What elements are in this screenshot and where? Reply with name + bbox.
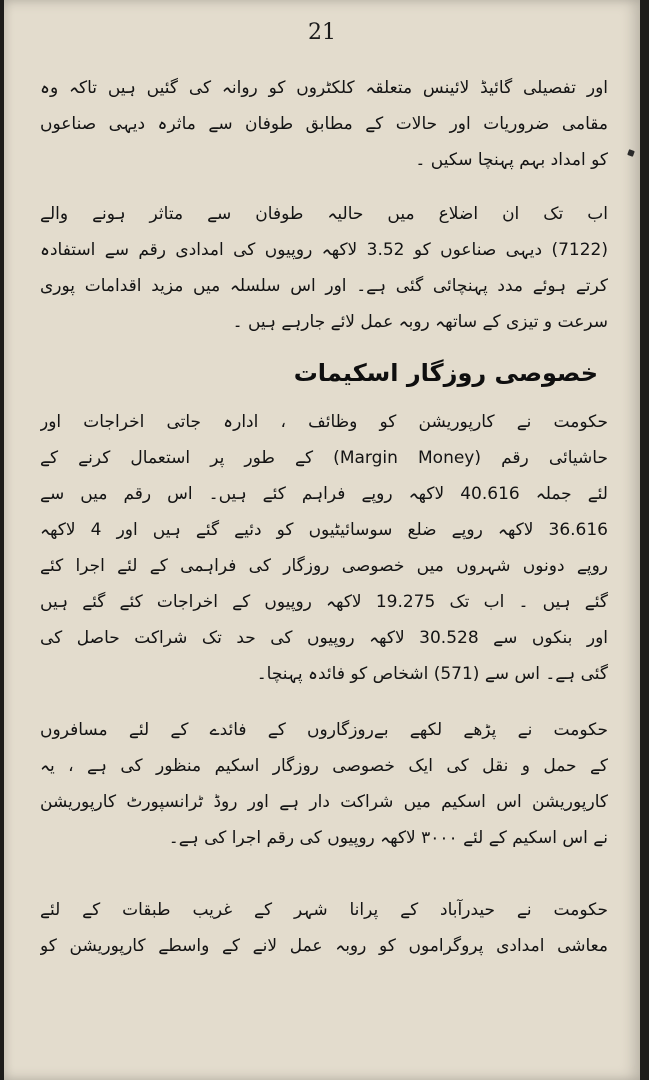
paragraph-transport-scheme (40, 712, 608, 856)
page-number: 21 (308, 20, 336, 45)
paragraph-storm-relief (40, 196, 608, 340)
margin-mark (627, 149, 635, 157)
paragraph-line: سرعت و تیزی کے ساتھہ روبہ عمل لائے جارہے ہیں ۔ (232, 312, 608, 332)
paragraph-line: کارپوریشن اس اسکیم میں شراکت دار ہے اور روڈ ٹرانسپورٹ کارپوریشن (40, 792, 608, 812)
paragraph-line: نے اس اسکیم کے لئے ٣٠٠٠ لاکھہ روپیوں کی رقم اجرا کی ہے۔ (168, 828, 608, 848)
paragraph-line: گئی ہے۔ اس سے (571) اشخاص کو فائدہ پہنچا۔ (256, 664, 608, 684)
paragraph-line: (7122) دیہی صناعوں کو 3.52 لاکھہ روپیوں کی امدادی رقم سے استفادہ (40, 240, 608, 260)
section-heading: خصوصی روزگار اسکیمات (293, 359, 598, 387)
paragraph-line: کو امداد بہم پہنچا سکیں ۔ (415, 150, 608, 170)
paragraph-line: حکومت نے کارپوریشن کو وظائف ، ادارہ جاتی اخراجات اور (40, 412, 608, 432)
paragraph-line: کے حمل و نقل کی ایک خصوصی روزگار اسکیم منظور کی ہے ، یہ (40, 756, 608, 776)
paragraph-line: اب تک ان اضلاع میں حالیہ طوفان سے متاثر ہونے والے (40, 204, 608, 224)
paragraph-line: روپے دونوں شہروں میں خصوصی روزگار کی فراہمی کے لئے اجرا کئے (40, 556, 608, 576)
paragraph-line: حاشیائی رقم (Margin Money) کے طور پر استعمال کرنے کے (40, 448, 608, 468)
paragraph-margin-money (40, 404, 608, 692)
paragraph-line: حکومت نے پڑھے لکھے بےروزگاروں کے فائدے کے لئے مسافروں (40, 720, 608, 740)
paragraph-line: کرتے ہوئے مدد پہنچائی گئی ہے۔ اور اس سلسلہ میں مزید اقدامات پوری (40, 276, 608, 296)
paragraph-line: مقامی ضروریات اور حالات کے مطابق طوفان سے ماثرہ دیہی صناعوں (40, 114, 608, 134)
paragraph-line: اور تفصیلی گائیڈ لائینس متعلقہ کلکٹروں کو روانہ کی گئیں ہیں تاکہ وہ (40, 78, 608, 98)
paragraph-line: اور بنکوں سے 30.528 لاکھہ روپیوں کی حد تک شراکت حاصل کی (40, 628, 608, 648)
paragraph-line: حکومت نے حیدرآباد کے پرانا شہر کے غریب طبقات کے لئے (40, 900, 608, 920)
paragraph-line: معاشی امدادی پروگراموں کو روبہ عمل لانے کے واسطے کارپوریشن کو (40, 936, 608, 956)
paragraph-line: لئے جملہ 40.616 لاکھہ روپے فراہم کئے ہیں۔ اس رقم میں سے (40, 484, 608, 504)
paragraph-line: 36.616 لاکھہ روپے ضلع سوسائیٹیوں کو دئیے گئے ہیں اور 4 لاکھہ (40, 520, 608, 540)
paragraph-guidelines (40, 70, 608, 178)
paragraph-line: گئے ہیں ۔ اب تک 19.275 لاکھہ روپیوں کے اخراجات کئے گئے ہیں (40, 592, 608, 612)
book-page (4, 0, 640, 1080)
paragraph-hyderabad (40, 892, 608, 964)
